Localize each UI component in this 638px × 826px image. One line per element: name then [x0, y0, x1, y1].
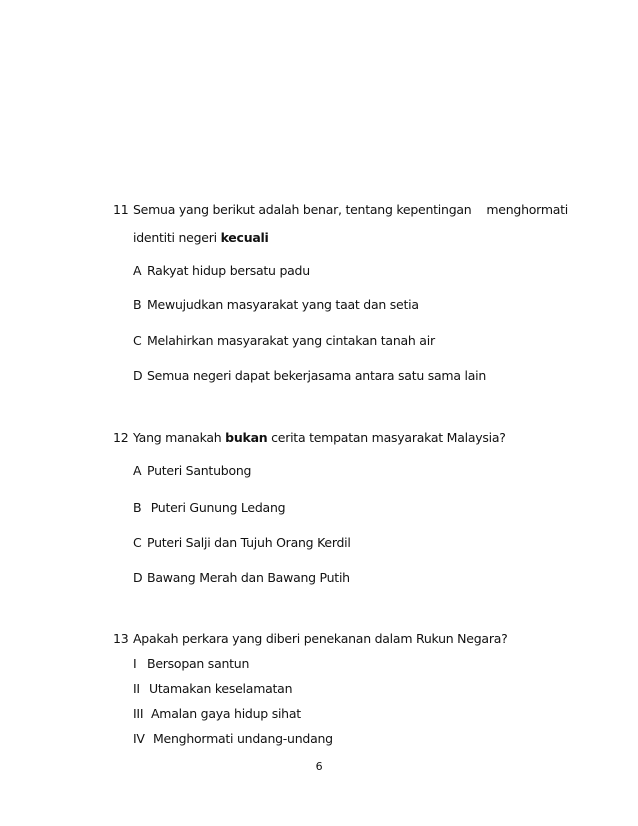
- option-d: [133, 368, 486, 384]
- question-number: 12: [113, 430, 129, 445]
- option-b: [133, 500, 285, 516]
- question-11-line-2: [133, 230, 269, 246]
- statement-iii: [133, 706, 301, 722]
- option-text: Puteri Salji dan Tujuh Orang Kerdil: [147, 535, 351, 550]
- question-emphasis: bukan: [225, 430, 268, 445]
- option-text: Semua negeri dapat bekerjasama antara satu sama lain: [147, 368, 487, 383]
- statement-ii: [133, 681, 292, 697]
- statement-iv: [133, 731, 333, 747]
- option-d: [133, 570, 350, 586]
- question-text: cerita tempatan masyarakat Malaysia?: [267, 430, 506, 445]
- option-label: A: [133, 463, 142, 478]
- option-text: Bawang Merah dan Bawang Putih: [147, 570, 350, 585]
- option-label: D: [133, 368, 143, 383]
- question-13-line-1: [113, 631, 508, 647]
- question-text: Apakah perkara yang diberi penekanan dalam Rukun Negara?: [133, 631, 508, 646]
- option-label: B: [133, 500, 142, 515]
- option-text: Melahirkan masyarakat yang cintakan tanah air: [147, 333, 435, 348]
- option-label: B: [133, 297, 142, 312]
- question-number: 11: [113, 202, 129, 217]
- statement-text: Menghormati undang-undang: [153, 731, 333, 746]
- option-label: C: [133, 333, 142, 348]
- statement-text: Utamakan keselamatan: [149, 681, 293, 696]
- option-c: [133, 535, 351, 551]
- question-number: 13: [113, 631, 129, 646]
- statement-label: II: [133, 681, 140, 696]
- option-label: C: [133, 535, 142, 550]
- statement-text: Bersopan santun: [147, 656, 250, 671]
- question-text: Semua yang berikut adalah benar, tentang kepentingan menghormati: [133, 202, 569, 217]
- question-11-line-1: [113, 202, 568, 218]
- option-text: Rakyat hidup bersatu padu: [147, 263, 310, 278]
- statement-i: [133, 656, 249, 672]
- option-text: Mewujudkan masyarakat yang taat dan setia: [147, 297, 419, 312]
- option-b: [133, 297, 419, 313]
- option-text: Puteri Gunung Ledang: [147, 500, 286, 515]
- option-a: [133, 463, 251, 479]
- option-a: [133, 263, 310, 279]
- page-number: 6: [315, 760, 323, 773]
- statement-text: Amalan gaya hidup sihat: [151, 706, 301, 721]
- question-text: identiti negeri: [133, 230, 221, 245]
- statement-label: III: [133, 706, 144, 721]
- statement-label: I: [133, 656, 137, 671]
- question-text: Yang manakah: [133, 430, 226, 445]
- statement-label: IV: [133, 731, 145, 746]
- option-label: D: [133, 570, 143, 585]
- question-12-line-1: [113, 430, 506, 446]
- option-label: A: [133, 263, 142, 278]
- option-c: [133, 333, 435, 349]
- question-emphasis: kecuali: [220, 230, 269, 245]
- option-text: Puteri Santubong: [147, 463, 252, 478]
